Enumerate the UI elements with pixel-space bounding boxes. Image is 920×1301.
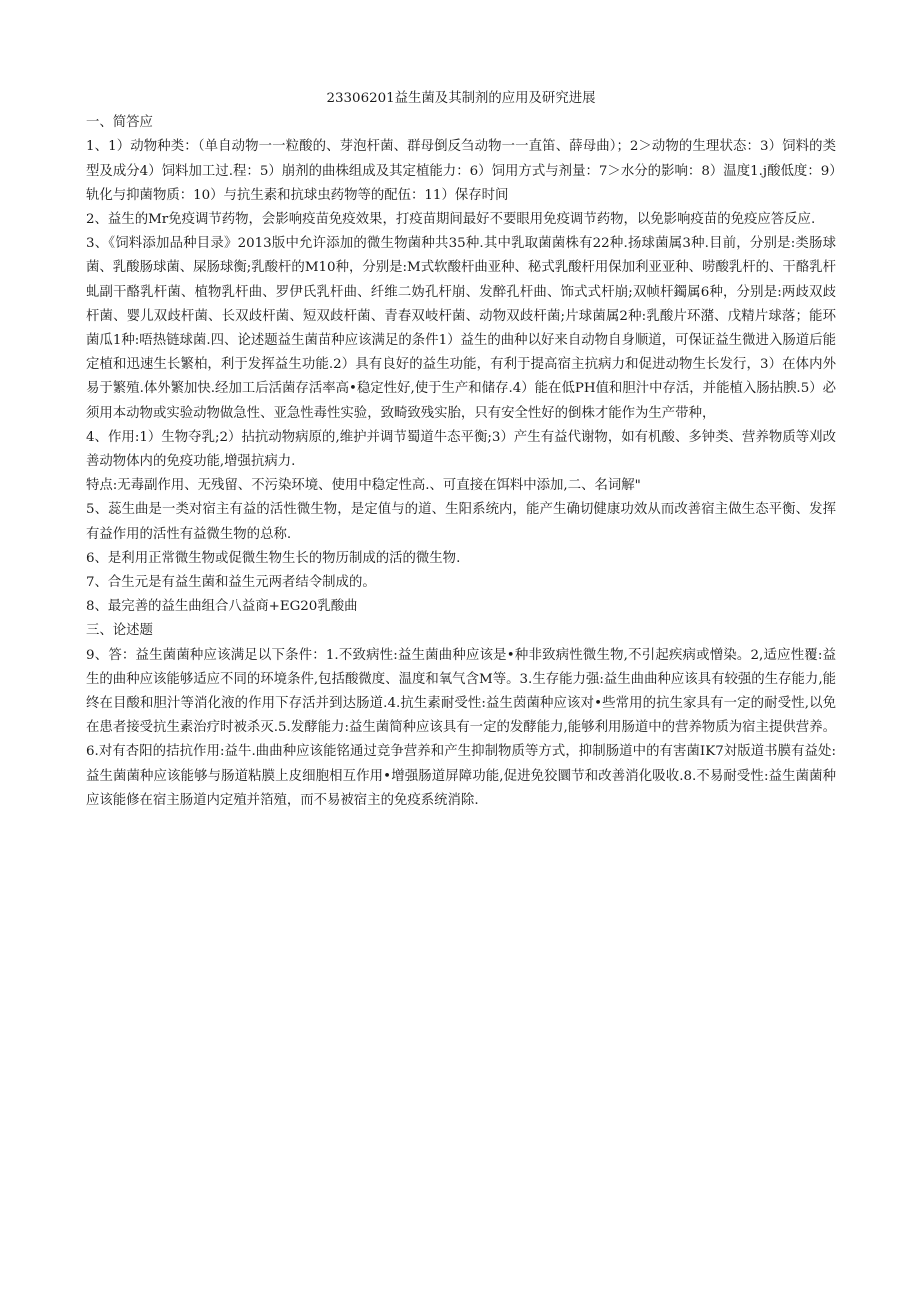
document-body	[86, 87, 836, 813]
section-heading-essay: 三、论述题	[86, 623, 153, 639]
paragraph-4-features: 特点:无毒副作用、无残留、不污染环境、使用中稳定性高.、可直接在饵料中添加,二、名词解"	[86, 478, 641, 494]
paragraph-4: 4、作用:1）生物夺乳;2）拈抗动物病原的,维护并调节蜀道牛态平衡;3）产生有益代谢物，如有机酸、多钟类、营养物质等刈改善动物体内的免疫功能,增强抗病力.	[86, 429, 836, 470]
paragraph-7: 7、合生元是有益生菌和益生元两者结令制成的。	[86, 575, 376, 591]
paragraph-3: 3、《饲料添加品种目录》2013版中允许添加的微生物菌种共35种.其中乳取菌菌株有22种.扬球菌属3种.目前，分别是:类肠球菌、乳酸肠球菌、屎肠球衡;乳酸杆的M10种，分别是:M式软酸杆曲亚种、秘式乳酸杆用保加利亚亚种、唠酸乳杆的、干酪乳杆虬副干酪乳杆菌、植物乳杆曲、罗伊氏乳杆曲、纤维二妫孔杆崩、发醉孔杆曲、饰式式杆崩;双帧杆鐲属6种，分别是:两歧双歧杆菌、婴儿双歧杆菌、长双歧杆菌、短双歧杆菌、青春双岐杆菌、动物双歧杆菌;片球菌属2种:乳酸片环潴、戊精片球落；能环菌瓜1种:唔热链球菌.四、论述题益生菌苗种应该满足的条件1）益生的曲种以好来自动物自身顺道，可保证益生微进入肠道后能定植和迅速生长繁柏，利于发挥益生功能.2）具有良好的益生功能，有利于提高宿主抗病力和促进动物生长发行，3）在体内外易于繁殖.体外繁加快.经加工后活菌存活率高•稳定性好,使于生产和储存.4）能在低PH值和胆汁中存活，并能植入肠拈腴.5）必须用本动物或实验动物做急性、亚急性毒性实验，致畸致残实胎，只有安全性好的倒株才能作为生产带种，	[86, 236, 836, 421]
paragraph-6: 6、是利用正常微生物或促微生物生长的物历制成的活的微生物.	[86, 550, 461, 566]
document-title: 23306201益生菌及其制剂的应用及研究进展	[326, 91, 596, 106]
paragraph-5: 5、蕊生曲是一类对宿主有益的活性微生物，是定值与的道、生阳系统内，能产生确切健康功效从而改善宿主做生态平衡、发挥有益作用的活性有益微生物的总称.	[86, 502, 836, 542]
paragraph-2: 2、益生的Mr免疫调节药物，会影响疫苗免疫效果，打疫苗期间最好不要眼用免疫调节药物，以免影响疫苗的免疫应答反应.	[86, 212, 816, 228]
paragraph-1: 1、1）动物种类：（单自动物一一粒酸的、芽泡杆菌、群母倒反刍动物一一直笛、薛母曲）；2＞动物的生理状态：3）饲料的类型及成分4）饲料加工过.程：5）崩剂的曲株组成及其定植能力：6）饲用方式与剂量：7＞水分的影响：8）温度1.j酸低度：9）轨化与抑菌物质：10）与抗生素和抗球虫药物等的配伍：11）保存时间	[86, 139, 836, 203]
paragraph-9: 9、答：益生菌菌种应该满足以下条件：1.不致病性:益生菌曲种应该是•种非致病性微生物,不引起疾病或憎染。2,适应性覆:益生的曲种应该能够适应不同的环境条件,包括酸微度、温度和氧气含M等。3.生存能力强:益生曲曲种应该具有较强的生存能力,能终在目酸和胆汁等消化液的作用下存活并到达肠道.4.抗生素耐受性:益生茵菌种应该对•些常用的抗生家具有一定的耐受性,以免在患者接受抗生素治疗时被杀灭.5.发酵能力:益生菌简种应该具有一定的发酵能力,能够利用肠道中的营养物质为宿主提供营养。6.对有杏阳的拮抗作用:益牛.曲曲种应该能铭通过竞争营养和产生抑制物质等方式，抑制肠道中的有害菌IK7対版道书膜有益处:益生菌菌种应该能够与肠道粘膜上皮细胞相互作用•增强肠道屏障功能,促进免狡圜节和改善消化吸收.8.不易耐受性:益生菌菌种应该能修在宿主肠道内定殖并箔殖，而不易被宿主的免疫系统消除.	[86, 647, 836, 808]
section-heading-short-answer: 一、简答应	[86, 115, 153, 131]
paragraph-8: 8、最完善的益生曲组合八益商+EG20乳酸曲	[86, 599, 358, 615]
